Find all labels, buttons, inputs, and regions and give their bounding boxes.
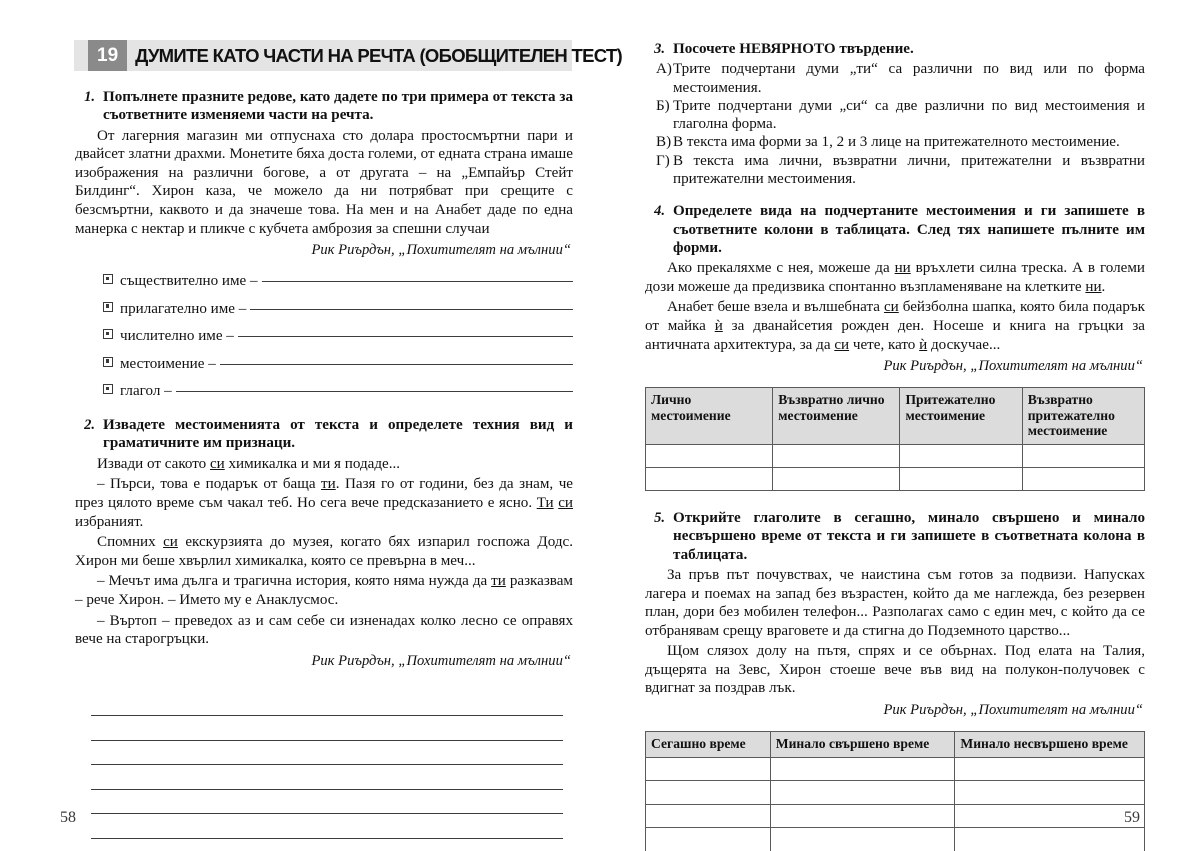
option-text: В текста има лични, възвратни лични, притежателни и възвратни притежателни местоимения. [673, 152, 1145, 188]
table-row [646, 757, 1145, 781]
fill-in-blank-line[interactable] [220, 363, 573, 365]
option-letter: А) [656, 61, 672, 78]
option-b[interactable] [645, 97, 1145, 134]
table-cell[interactable] [770, 804, 955, 828]
fill-item-label: прилагателно име – [120, 300, 247, 317]
table-cell[interactable] [900, 468, 1022, 491]
fill-in-blank-line[interactable] [238, 335, 573, 337]
option-letter: Б) [656, 97, 670, 114]
exercise-2-instruction: Извадете местоименията от текста и определете техния вид и граматичните им признаци. [103, 417, 573, 452]
square-bullet-icon [103, 384, 113, 394]
exercise-2-number: 2. [84, 417, 95, 434]
exercise-5-number: 5. [654, 510, 665, 527]
column-header: Сегашно време [646, 732, 771, 758]
exercise-4-instruction: Определете вида на подчертаните местоимения и ги запишете в съответните колони в таблицата. След тях напишете пълните им форми. [673, 203, 1145, 256]
tense-table [645, 731, 1145, 851]
column-header: Възвратно лично местоимение [773, 388, 900, 445]
exercise-2-paragraph: – Пърси, това е подарък от баща ти. Пазя го от години, без да знам, че през цялото време съм чакал теб. Но сега вече предсказанието е ясно. Ти си избраният. [75, 476, 573, 530]
exercise-5-header [645, 509, 1145, 564]
table-cell[interactable] [646, 757, 771, 781]
exercise-5-instruction: Открийте глаголите в сегашно, минало свършено и минало несвършено време от текста и ги запишете в съответната колона в таблицата. [673, 510, 1145, 563]
table-cell[interactable] [646, 828, 771, 851]
table-row [646, 468, 1145, 491]
exercise-1-instruction: Попълнете празните редове, като дадете по три примера от текста за съответните изменяеми части на речта. [103, 89, 573, 124]
pronoun-table [645, 387, 1145, 491]
table-row [646, 445, 1145, 468]
option-text: Трите подчертани думи „си“ са две различни по вид местоимения и глаголна форма. [673, 97, 1145, 133]
exercise-5-paragraph: Щом слязох долу на пътя, спрях и се обърнах. Под елата на Талия, дъщерята на Зевс, Хирон стоеше вече във вид на полукон-получовек с вдигнат за поздрав лък. [645, 643, 1145, 697]
table-cell[interactable] [955, 804, 1145, 828]
table-cell[interactable] [646, 468, 773, 491]
table-cell[interactable] [955, 781, 1145, 805]
exercise-5-paragraph: За пръв път почувствах, че наистина съм готов за подвизи. Напусках лагера и поемах на запад без възрастен, който да ме наглежда, без резервен план, дори без мобилен телефон... Разполагах само с един меч, с който да се отбранявам срещу враговете и да стигна до Подземното царство... [645, 566, 1145, 639]
option-letter: Г) [656, 152, 670, 169]
option-text: В текста има форми за 1, 2 и 3 лице на притежателното местоимение. [673, 134, 1120, 151]
square-bullet-icon [103, 302, 113, 312]
exercise-1 [75, 88, 573, 400]
table-cell[interactable] [773, 445, 900, 468]
unit-banner [74, 40, 622, 71]
fill-item [103, 300, 573, 318]
table-row [646, 781, 1145, 805]
exercise-1-fill-list [75, 272, 573, 400]
exercise-2-attribution: Рик Риърдън, „Похитителят на мълнии“ [311, 652, 571, 669]
table-cell[interactable] [1022, 445, 1144, 468]
option-g[interactable] [645, 152, 1145, 189]
fill-item-label: глагол – [120, 383, 172, 400]
folio-right: 59 [1124, 809, 1140, 826]
exercise-3-number: 3. [654, 41, 665, 57]
right-column [645, 40, 1145, 851]
column-header: Минало свършено време [770, 732, 955, 758]
table-cell[interactable] [646, 804, 771, 828]
exercise-1-passage: От лагерния магазин ми отпуснаха сто долара простосмъртни пари и двайсет златни драхми. Монетите бяха доста големи, от едната страна имаше изображения на различни богове, а от другата – на „Емпайър Стейт Билдинг“. Хирон каза, че можело да ни потрябват при срещите с безсмъртни, каквото и да значеше това. На мен и на Анабет даде по една манерка с нектар и пликче с кубчета амброзия за спешни случаи [75, 127, 573, 237]
fill-in-blank-line[interactable] [250, 308, 573, 310]
table-header-row [646, 388, 1145, 445]
option-a[interactable] [645, 60, 1145, 97]
fill-item-label: числително име – [120, 328, 234, 345]
exercise-2-paragraph: – Мечът има дълга и трагична история, която няма нужда да ти разказвам – рече Хирон. – Името му е Анаклусмос. [75, 573, 573, 608]
table-cell[interactable] [646, 445, 773, 468]
column-header: Възвратно притежателно местоимение [1022, 388, 1144, 445]
table-cell[interactable] [900, 445, 1022, 468]
answer-line[interactable] [91, 692, 563, 717]
exercise-2-paragraph: Спомних си екскурзията до музея, когато бях изпарил госпожа Додс. Хирон ми беше хвърлил химикалка, която се превърна в меч... [75, 534, 573, 569]
square-bullet-icon [103, 274, 113, 284]
table-cell[interactable] [1022, 468, 1144, 491]
fill-item [103, 327, 573, 345]
exercise-1-attribution: Рик Риърдън, „Похитителят на мълнии“ [311, 242, 571, 259]
exercise-4-number: 4. [654, 203, 665, 220]
option-letter: В) [656, 134, 672, 151]
exercise-2-answer-lines [75, 692, 573, 851]
table-cell[interactable] [646, 781, 771, 805]
exercise-1-header [75, 88, 573, 125]
table-row [646, 804, 1145, 828]
fill-item-label: съществително име – [120, 273, 258, 290]
exercise-4 [645, 202, 1145, 491]
exercise-4-paragraph: Анабет беше взела и вълшебната си бейзболна шапка, която била подарък от майка ѝ за дванайсетия рожден ден. Носеше и книга на гръцки за античната архитектура, за да си чете, като ѝ доскучае... [645, 299, 1145, 353]
fill-item [103, 272, 573, 290]
fill-item [103, 382, 573, 400]
answer-line[interactable] [91, 741, 563, 766]
exercise-1-number: 1. [84, 89, 95, 105]
exercise-4-paragraph: Ако прекаляхме с нея, можеше да ни връхлети силна треска. А в големи дози можеше да предизвика спонтанно възпламеняване на клетките ни. [645, 260, 1145, 295]
fill-in-blank-line[interactable] [176, 390, 573, 392]
table-cell[interactable] [770, 828, 955, 851]
option-text: Трите подчертани думи „ти“ са различни по вид или по форма местоимения. [673, 61, 1145, 96]
answer-line[interactable] [91, 814, 563, 839]
exercise-5-attribution: Рик Риърдън, „Похитителят на мълнии“ [883, 702, 1143, 719]
column-header: Притежателно местоимение [900, 388, 1022, 445]
table-cell[interactable] [770, 781, 955, 805]
answer-line[interactable] [91, 716, 563, 741]
table-cell[interactable] [955, 828, 1145, 851]
exercise-3-instruction: Посочете НЕВЯРНОТО твърдение. [673, 41, 914, 57]
table-cell[interactable] [955, 757, 1145, 781]
answer-line[interactable] [91, 765, 563, 790]
exercise-2 [75, 416, 573, 851]
table-row [646, 828, 1145, 851]
square-bullet-icon [103, 357, 113, 367]
table-cell[interactable] [773, 468, 900, 491]
option-v[interactable] [645, 133, 1145, 151]
column-header: Лично местоимение [646, 388, 773, 445]
right-page [600, 0, 1200, 851]
unit-number-badge: 19 [88, 40, 127, 71]
exercise-4-header [645, 202, 1145, 257]
table-header-row [646, 732, 1145, 758]
folio-left: 58 [60, 809, 76, 826]
exercise-2-header [75, 416, 573, 453]
table-cell[interactable] [770, 757, 955, 781]
exercise-3-header [645, 40, 1145, 58]
exercise-3-options [645, 60, 1145, 188]
fill-in-blank-line[interactable] [262, 280, 573, 282]
exercise-3 [645, 40, 1145, 188]
exercise-4-attribution: Рик Риърдън, „Похитителят на мълнии“ [883, 358, 1143, 375]
square-bullet-icon [103, 329, 113, 339]
column-header: Минало несвършено време [955, 732, 1145, 758]
page-title: ДУМИТЕ КАТО ЧАСТИ НА РЕЧТА (ОБОБЩИТЕЛЕН ТЕСТ) [135, 45, 622, 66]
exercise-2-paragraph: – Въртоп – преведох аз и сам себе си изненадах колко лесно се оправях вече на старогръцки. [75, 612, 573, 648]
left-column [75, 40, 622, 851]
fill-item-label: местоимение – [120, 355, 216, 372]
exercise-2-paragraph: Извади от сакото си химикалка и ми я подаде... [97, 455, 401, 472]
fill-item [103, 355, 573, 373]
answer-line[interactable] [91, 839, 563, 851]
answer-line[interactable] [91, 790, 563, 815]
exercise-5 [645, 509, 1145, 851]
